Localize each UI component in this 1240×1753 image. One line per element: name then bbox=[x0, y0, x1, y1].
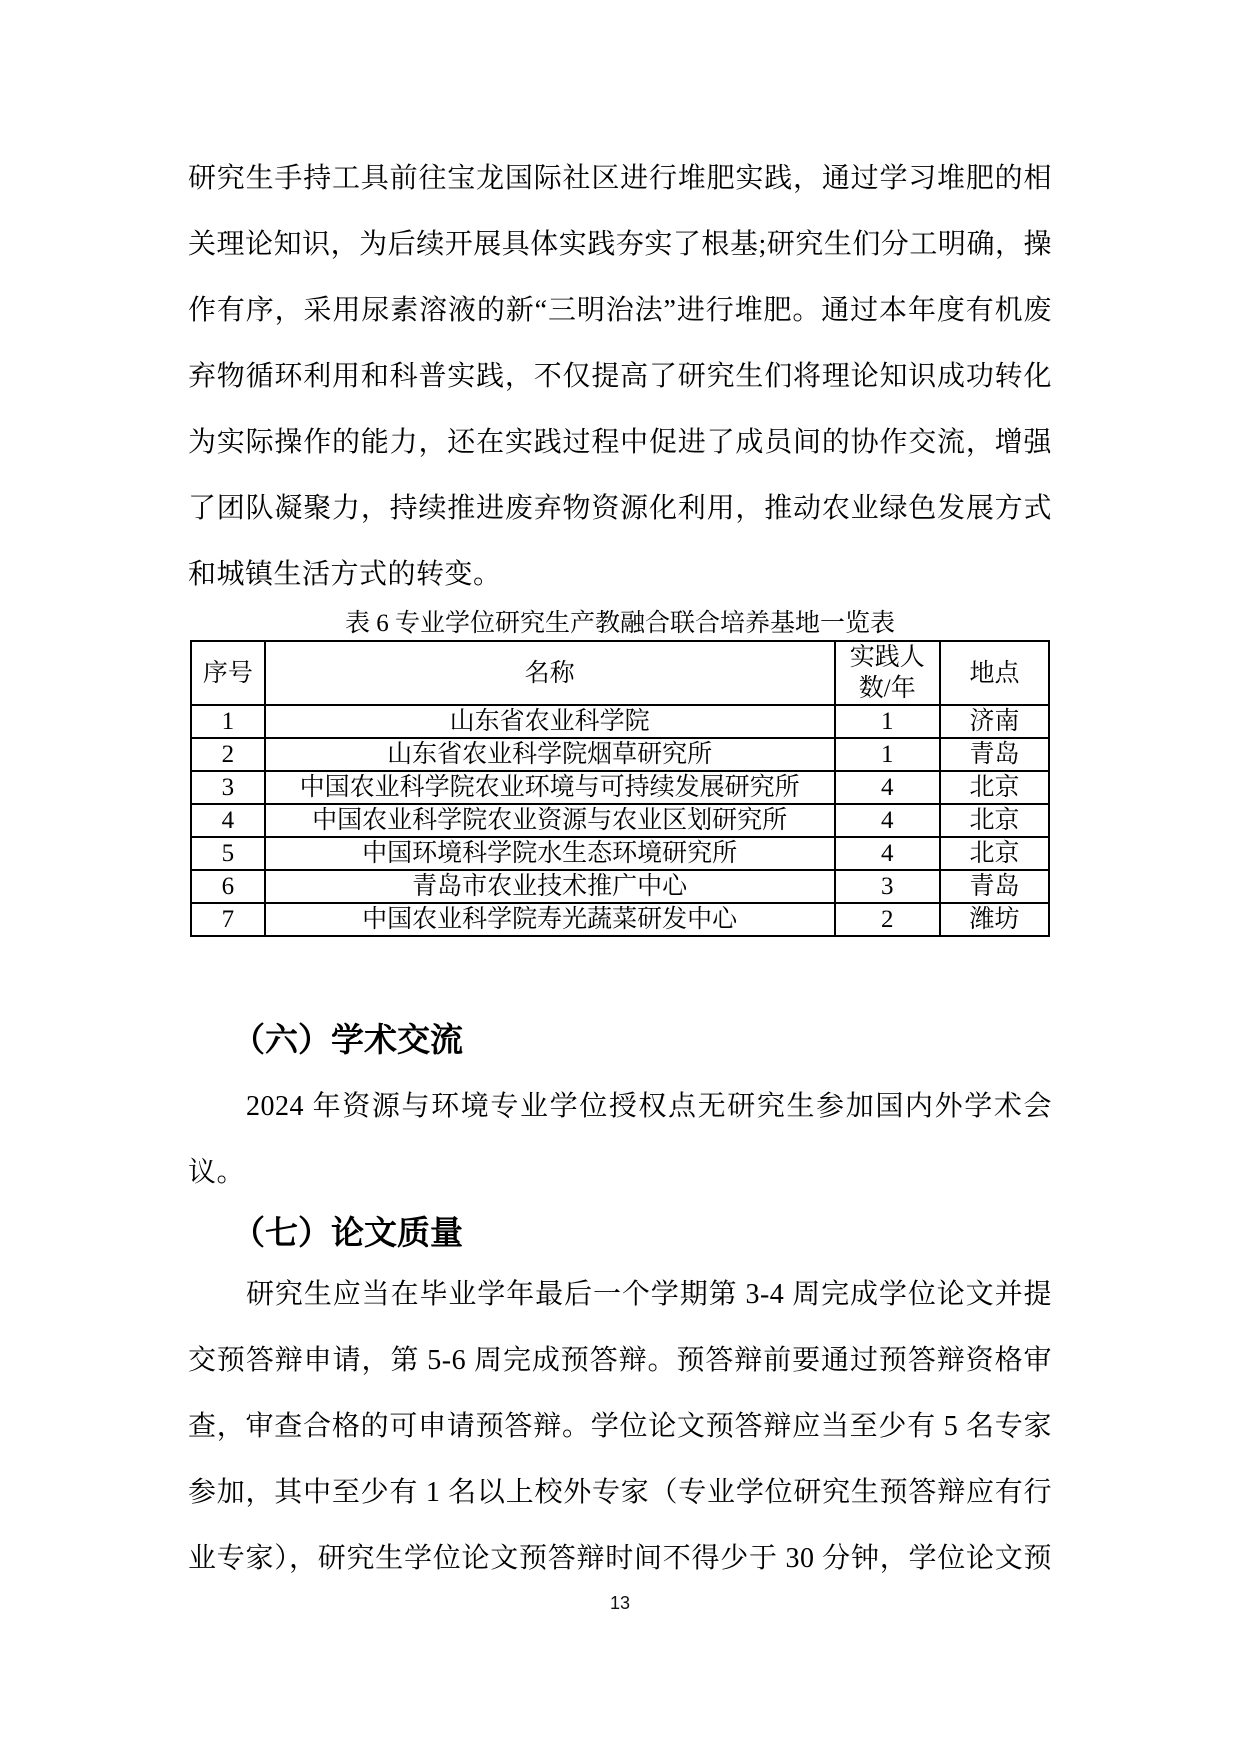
text-line: 查，审查合格的可申请预答辩。学位论文预答辩应当至少有 5 名专家 bbox=[188, 1411, 1052, 1442]
heading-thesis-quality: （七）论文质量 bbox=[232, 1214, 463, 1251]
table-cell: 2 bbox=[191, 738, 265, 771]
table-cell: 济南 bbox=[940, 705, 1049, 738]
table-cell: 北京 bbox=[940, 804, 1049, 837]
table-row bbox=[191, 903, 1049, 936]
text-line: 作有序，采用尿素溶液的新“三明治法”进行堆肥。通过本年度有机废 bbox=[188, 295, 1052, 326]
table-cell: 4 bbox=[835, 837, 941, 870]
table-body bbox=[191, 705, 1049, 936]
table-cell: 北京 bbox=[940, 837, 1049, 870]
table-cell: 4 bbox=[835, 804, 941, 837]
table-training-bases bbox=[190, 640, 1050, 937]
table-cell: 6 bbox=[191, 870, 265, 903]
text-line: 参加，其中至少有 1 名以上校外专家（专业学位研究生预答辩应有行 bbox=[188, 1477, 1052, 1508]
table-cell: 4 bbox=[191, 804, 265, 837]
table-6-caption: 表 6 专业学位研究生产教融合联合培养基地一览表 bbox=[344, 610, 895, 637]
text-line: 2024 年资源与环境专业学位授权点无研究生参加国内外学术会 bbox=[246, 1091, 1052, 1122]
table-cell: 北京 bbox=[940, 771, 1049, 804]
table-cell: 3 bbox=[191, 771, 265, 804]
col-header-participants-per-year: 实践人数/年 bbox=[835, 641, 941, 705]
table-cell: 1 bbox=[835, 705, 941, 738]
table-cell: 山东省农业科学院 bbox=[265, 705, 835, 738]
table-row bbox=[191, 837, 1049, 870]
text-line: 交预答辩申请，第 5-6 周完成预答辩。预答辩前要通过预答辩资格审 bbox=[188, 1345, 1052, 1376]
table-cell: 4 bbox=[835, 771, 941, 804]
table-cell: 5 bbox=[191, 837, 265, 870]
table-row bbox=[191, 804, 1049, 837]
text-line: 研究生手持工具前往宝龙国际社区进行堆肥实践，通过学习堆肥的相 bbox=[188, 163, 1052, 194]
text-line: 了团队凝聚力，持续推进废弃物资源化利用，推动农业绿色发展方式 bbox=[188, 493, 1052, 524]
text-line: 业专家），研究生学位论文预答辩时间不得少于 30 分钟，学位论文预 bbox=[188, 1543, 1052, 1574]
table-row bbox=[191, 705, 1049, 738]
table-cell: 7 bbox=[191, 903, 265, 936]
table-cell: 青岛 bbox=[940, 870, 1049, 903]
page-number: 13 bbox=[609, 1593, 631, 1613]
table-cell: 3 bbox=[835, 870, 941, 903]
table-cell: 潍坊 bbox=[940, 903, 1049, 936]
table-cell: 青岛市农业技术推广中心 bbox=[265, 870, 835, 903]
text-line: 议。 bbox=[188, 1157, 246, 1188]
table-cell: 1 bbox=[835, 738, 941, 771]
table-cell: 青岛 bbox=[940, 738, 1049, 771]
text-line: 弃物循环利用和科普实践，不仅提高了研究生们将理论知识成功转化 bbox=[188, 361, 1052, 392]
table-header-row bbox=[191, 641, 1049, 705]
paragraph-academic-exchange bbox=[188, 1074, 1052, 1206]
text-line: 为实际操作的能力，还在实践过程中促进了成员间的协作交流，增强 bbox=[188, 427, 1052, 458]
table-row bbox=[191, 771, 1049, 804]
table-cell: 山东省农业科学院烟草研究所 bbox=[265, 738, 835, 771]
table-row bbox=[191, 870, 1049, 903]
text-line: 和城镇生活方式的转变。 bbox=[188, 559, 502, 590]
table-cell: 中国环境科学院水生态环境研究所 bbox=[265, 837, 835, 870]
text-line: 关理论知识，为后续开展具体实践夯实了根基;研究生们分工明确，操 bbox=[188, 229, 1052, 260]
table-row bbox=[191, 738, 1049, 771]
paragraph-compost-practice bbox=[188, 146, 1052, 608]
col-header-index: 序号 bbox=[191, 641, 265, 705]
table-cell: 1 bbox=[191, 705, 265, 738]
table-cell: 2 bbox=[835, 903, 941, 936]
heading-academic-exchange: （六）学术交流 bbox=[232, 1021, 463, 1058]
paragraph-thesis-quality bbox=[188, 1262, 1052, 1592]
col-header-name: 名称 bbox=[265, 641, 835, 705]
col-header-location: 地点 bbox=[940, 641, 1049, 705]
text-line: 研究生应当在毕业学年最后一个学期第 3-4 周完成学位论文并提 bbox=[246, 1279, 1052, 1310]
table-cell: 中国农业科学院农业环境与可持续发展研究所 bbox=[265, 771, 835, 804]
table-cell: 中国农业科学院农业资源与农业区划研究所 bbox=[265, 804, 835, 837]
table-cell: 中国农业科学院寿光蔬菜研发中心 bbox=[265, 903, 835, 936]
